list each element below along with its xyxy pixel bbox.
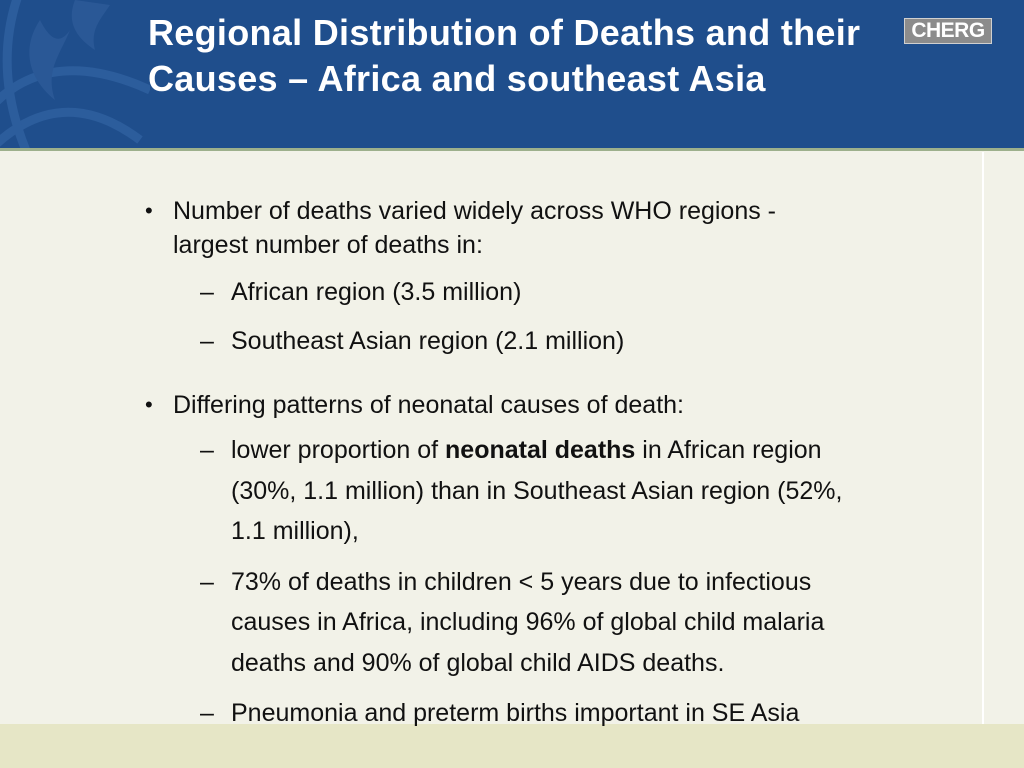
cherg-logo: CHERG (904, 18, 992, 44)
sub-bullet-marker: – (200, 699, 214, 727)
sub-bullet-marker: – (200, 278, 214, 306)
sub-bullet-se-asia: Pneumonia and preterm births important in SE Asia (231, 699, 800, 727)
sub-bullet-africa-infectious-line-2: causes in Africa, including 96% of global child malaria (231, 608, 825, 636)
bullet-1-line-2: largest number of deaths in: (173, 231, 483, 259)
slide-title: Regional Distribution of Deaths and their Causes – Africa and southeast Asia (148, 12, 861, 99)
sub-bullet-africa-infectious-line-3: deaths and 90% of global child AIDS deaths. (231, 649, 725, 677)
sub-bullet-marker: – (200, 327, 214, 355)
sub-bullet-neonatal-line-2: (30%, 1.1 million) than in Southeast Asian region (52%, (231, 477, 843, 505)
neonatal-text-after: in African region (635, 436, 822, 464)
neonatal-text-before: lower proportion of (231, 436, 446, 464)
bullet-2-line-1: Differing patterns of neonatal causes of death: (173, 391, 684, 419)
sub-bullet-southeast-asian-region: Southeast Asian region (2.1 million) (231, 327, 625, 355)
bullet-1-line-1: Number of deaths varied widely across WHO regions - (173, 197, 777, 225)
bullet-marker: • (145, 198, 153, 223)
sub-bullet-africa-infectious-line-1: 73% of deaths in children < 5 years due to infectious (231, 568, 812, 596)
sub-bullet-african-region: African region (3.5 million) (231, 278, 522, 306)
sub-bullet-neonatal-line-3: 1.1 million), (231, 517, 359, 545)
sub-bullet-marker: – (200, 436, 214, 464)
sub-bullet-marker: – (200, 568, 214, 596)
neonatal-deaths-emphasis: neonatal deaths (445, 436, 636, 464)
bullet-marker: • (145, 392, 153, 417)
sub-bullet-neonatal-line-1 (231, 435, 822, 465)
